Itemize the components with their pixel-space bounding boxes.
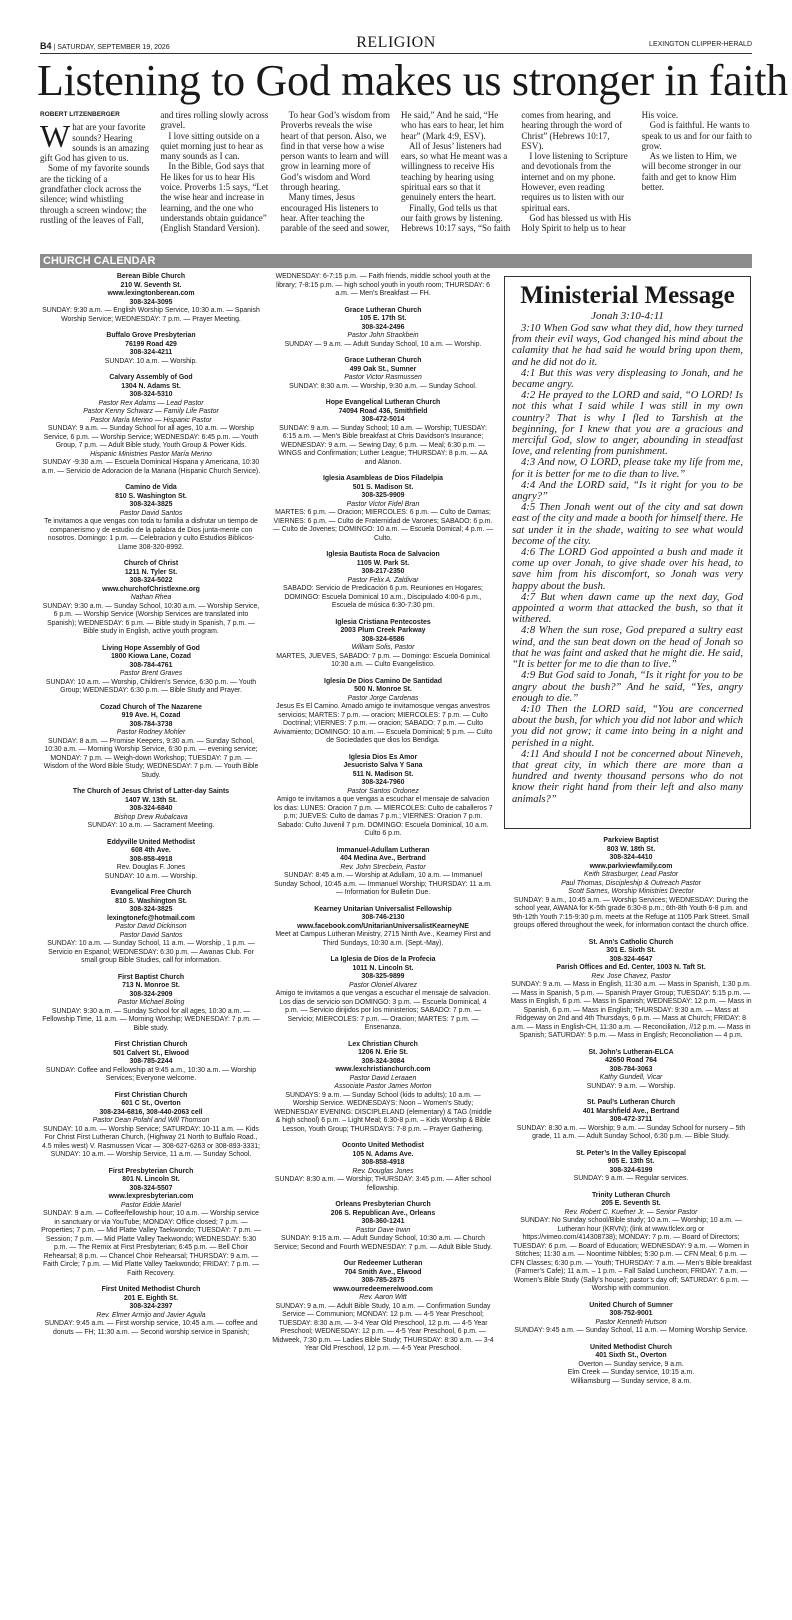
church-listing — [272, 475, 494, 543]
listing-heading-line: 308-324-3084 — [361, 1057, 405, 1065]
listing-heading-line: 401 Marshfield Ave., Bertrand — [582, 1107, 680, 1115]
listing-detail-line: SUNDAY: 8:30 a.m. — Worship; THURSDAY: 3:45 p.m. — After school fellowship. — [274, 1176, 492, 1192]
listing-heading-line: 205 E. Seventh St. — [601, 1200, 661, 1207]
page-number: B4 — [40, 41, 52, 51]
listing-detail-line: Jesus Es El Camino. Amado amigo te invitamosque vengas anvestros servicios; MARTES: 7 p.m. — oracion; MIERCOLES: 7 p.m. — Culto Doctrinal; VIERNES: 7 p.m. — oracion; SABADO: 7 p.m. — Culto Avivamiento; DOMINGO: 10 a.m. — Escuela Dominical; 5 p.m. — Culto de Sociedades que dios los Bendiga. — [273, 703, 493, 744]
listing-heading-line: Immanuel-Adullam Lutheran — [336, 846, 430, 854]
listing-heading-line: 308-858-4918 — [129, 855, 173, 863]
issue-date: SATURDAY, SEPTEMBER 19, 2026 — [57, 44, 170, 51]
listing-heading-line: 308-324-3825 — [129, 906, 173, 913]
church-listing — [510, 1049, 752, 1092]
listing-heading-line: www.lexingtonberean.com — [107, 290, 195, 297]
listing-pastor-line: Pastor Dean Pofahl and Will Thomson — [92, 1117, 210, 1124]
listing-detail-line: SUNDAY — 9 a.m. — Adult Sunday School, 10 a.m. — Worship. — [284, 340, 482, 348]
church-listing — [40, 560, 262, 637]
listing-heading-line: www.lexpresbyterian.com — [108, 1193, 194, 1200]
listing-heading-line: 713 N. Monroe St. — [122, 982, 180, 989]
ministerial-title: Ministerial Message — [520, 282, 735, 309]
listing-heading-line: 404 Medina Ave., Bertrand — [340, 855, 426, 862]
church-listing — [272, 273, 494, 299]
listing-detail-line: MARTES: 6 p.m. — Oracion; MIERCOLES: 6 p.m. — Culto de Damas; VIERNES: 6 p.m. — Culto de Fraternidad de Varones; SABADO: 6 p.m. — Culto de Jovenes; DOMINGO: 10 a.m. — Escuela Domical; 4 p.m. — Culto. — [272, 509, 494, 542]
listing-heading-line: 601 C St., Overton — [121, 1100, 181, 1107]
listing-detail-line: SUNDAY: 9:45 a.m. — Sunday School, 11 a.m. — Morning Worship Service. — [514, 1327, 748, 1334]
listing-detail-line: SUNDAY: 8:30 a.m. — Worship; 9 a.m. — Sunday School for nursery – 5th grade, 11 a.m. — Adult Sunday School, 6:30 p.m. — Bible Study. — [516, 1124, 746, 1140]
article-paragraph: In the Bible, God says that He likes for us to hear His voice. Proverbs 1:5 says, “Let the wise hear and increase in learning, and the one who understands obtain guidance” (English Standard Version). — [160, 161, 269, 234]
listing-pastor-line: Pastor Felix A. Zaldivar — [347, 576, 419, 584]
church-listing — [510, 1192, 752, 1294]
listing-detail-line: SUNDAY: 8:45 a.m. — Worship at Adullam, 10 a.m. — Immanuel Sunday School, 10:45 a.m. — Immanuel Worship; THURSDAY: 11 a.m. — Information for Bulletin Due. — [274, 872, 492, 896]
scripture-verse: 4:11 And should I not be concerned about Nineveh, that great city, in which there are more than a hundred and twenty thousand persons who do not know their right hand from their left and also many animals?” — [512, 748, 743, 805]
listing-heading-line: 1105 W. Park St. — [356, 559, 410, 567]
scripture-verse: 4:5 Then Jonah went out of the city and sat down east of the city and made a booth for himself there. He sat under it in the shade, waiting to see what would become of the city. — [512, 502, 743, 547]
listing-heading-line: 308-324-2397 — [129, 1303, 173, 1310]
listing-heading-line: Iglesia De Dios Camino De Santidad — [324, 677, 442, 685]
listing-heading-line: Berean Bible Church — [116, 273, 186, 280]
listing-pastor-line: Rev. Robert C. Kuefner Jr. — Senior Pastor — [564, 1208, 698, 1216]
listing-heading-line: St. Paul’s Lutheran Church — [586, 1099, 676, 1106]
listing-heading-line: 501 Calvert St., Elwood — [113, 1049, 189, 1057]
listing-heading-line: La Iglesia de Dios de la Profecia — [330, 956, 436, 963]
listing-heading-line: 308-324-2909 — [129, 990, 173, 998]
listing-heading-line: 308-324-3825 — [129, 501, 173, 508]
listing-pastor-line: Pastor John Strackbein — [347, 332, 419, 339]
church-listing — [40, 1092, 262, 1160]
listing-pastor-line: Pastor Victor Fidel Bran — [346, 500, 420, 508]
church-listing — [272, 619, 494, 670]
listing-pastor-line: Rev. Jose Chavez, Pastor — [591, 972, 671, 980]
listing-pastor-line: Rev. Elmer Armijo and Javier Aguila — [96, 1311, 206, 1319]
listing-heading-line: 1407 W. 13th St. — [124, 796, 178, 804]
calendar-column-1 — [40, 273, 262, 1345]
listing-heading-line: Iglesia Dios Es Amor — [348, 753, 418, 761]
listing-detail-line: Elm Creek — Sunday service, 10:15 a.m. — [567, 1369, 695, 1376]
listing-heading-line: 308-324-6586 — [361, 635, 405, 643]
listing-heading-line: 511 N. Madison St. — [352, 770, 414, 778]
church-listing — [510, 1344, 752, 1387]
listing-pastor-line: Nathan Rhea — [130, 594, 172, 601]
church-listing — [272, 357, 494, 391]
listing-pastor-line: Kathy Gundell, Vicar — [599, 1074, 663, 1081]
scripture-verse: 4:3 And now, O LORD, please take my life from me, for it is better for me to die than to live.” — [512, 457, 743, 480]
article-paragraph: I love listening to Scripture and devotionals from the internet and on my phone. However, even reading requires us to listen with our spiritual ears. — [521, 151, 628, 213]
listing-detail-line: SUNDAY: 10 a.m. — Worship, Children’s Service, 6:30 p.m. — Youth Group; WEDNESDAY: 6:30 p.m. — Bible Study and Prayer. — [45, 678, 257, 694]
listing-heading-line: 308-324-5310 — [129, 391, 173, 398]
listing-heading-line: 308-324-5022 — [129, 577, 173, 584]
listing-heading-line: Orleans Presbyterian Church — [335, 1201, 431, 1208]
listing-pastor-line: Pastor María Merino — Hispanic Pastor — [90, 416, 212, 424]
listing-heading-line: 905 E. 13th St. — [607, 1158, 655, 1165]
listing-detail-line: SUNDAY: 10 a.m. — Worship Service; SATURDAY: 10-11 a.m. — Kids For Christ First Lutheran Church, (Highway 21 North to Buffalo Road., 4.5 miles west) V. Rasmussen Vicar — 308-627-6263 or 308-893-3331; SUNDAY: 10 a.m. — Worship Service, 11 a.m. — Sunday School. — [42, 1125, 260, 1158]
byline: ROBERT LITZENBERGER — [40, 111, 120, 118]
listing-heading-line: Buffalo Grove Presbyterian — [106, 332, 196, 339]
listing-heading-line: First Christian Church — [114, 1091, 188, 1099]
listing-pastor-line: Pastor Santos Ordonez — [347, 787, 419, 795]
church-listing — [510, 939, 752, 1041]
drop-cap: W — [40, 118, 71, 155]
scripture-verse: 4:9 But God said to Jonah, “Is it right for you to be angry about the bush?” And he said, “Yes, angry enough to die.” — [512, 670, 743, 704]
listing-heading-line: 206 S. Republican Ave., Orleans — [330, 1209, 436, 1217]
scripture-verse: 4:4 And the LORD said, “Is it right for you to be angry?” — [512, 479, 743, 503]
listing-heading-line: 308-784-4761 — [129, 661, 173, 669]
article-paragraph: God is faithful. He wants to speak to us and for our faith to grow. — [641, 120, 752, 151]
listing-heading-line: Calvary Assembly of God — [109, 374, 193, 381]
listing-heading-line: 308-324-6840 — [129, 805, 173, 812]
headline: Listening to God makes us stronger in faith — [37, 56, 788, 105]
listing-heading-line: 210 W. Seventh St. — [120, 281, 182, 289]
listing-heading-line: Grace Lutheran Church — [344, 306, 422, 314]
scripture-verse: 4:7 But when dawn came up the next day, God appointed a worm that attacked the bush, so that it withered. — [512, 591, 743, 626]
listing-heading-line: Iglesia Bautista Roca de Salvacion — [326, 551, 440, 558]
church-calendar-banner: CHURCH CALENDAR — [40, 254, 752, 268]
church-listing — [40, 889, 262, 966]
listing-heading-line: 308-324-3095 — [129, 298, 173, 306]
listing-pastor-line: Hispanic Ministries Pastor María Merino — [90, 450, 212, 458]
listing-heading-line: 1800 Kiowa Lane, Cozad — [110, 653, 192, 660]
church-listing — [272, 1041, 494, 1135]
listing-heading-line: 308-324-4647 — [609, 955, 653, 963]
listing-heading-line: 2003 Plum Creek Parkway — [340, 627, 426, 634]
listing-heading-line: 801 N. Lincoln St. — [122, 1176, 180, 1183]
church-listing — [510, 1099, 752, 1142]
listing-heading-line: Kearney Unitarian Universalist Fellowship — [314, 905, 452, 913]
listing-detail-line: SUNDAY: 10 a.m. — Sunday School, 11 a.m. — Worship , 1 p.m. — Servicio en Espanol; WEDNESDAY: 6:30 p.m. — Awanas Club. For small group Bible Studies, call for information. — [47, 940, 255, 964]
newspaper-name: LEXINGTON CLIPPER-HERALD — [649, 41, 752, 48]
paragraph-text: hat are your favorite sounds? Hearing sounds is an amazing gift God has given to us. — [40, 122, 149, 164]
listing-heading-line: 301 E. Sixth St. — [606, 947, 656, 954]
church-listing — [272, 1142, 494, 1193]
listing-pastor-line: Associate Pastor James Morton — [334, 1083, 432, 1090]
scripture-verse: 3:10 When God saw what they did, how they turned from their evil ways, God changed his mind about the calamity that he had said he would bring upon them, and he did not do it. — [512, 323, 743, 368]
listing-heading-line: Parkview Baptist — [603, 837, 659, 844]
listing-heading-line: Church of Christ — [123, 560, 179, 567]
listing-pastor-line: Pastor Kenny Schwarz — Family Life Pastor — [83, 408, 219, 415]
listing-heading-line: 608 4th Ave. — [131, 847, 171, 854]
listing-detail-line: WEDNESDAY: 6-7:15 p.m. — Faith friends, middle school youth at the library; 7-8:15 p.m. — high school youth in youth room; THURSDAY: 6 a.m. — Men’s Breakfast — FH. — [275, 273, 491, 297]
listing-pastor-line: Rev. John Strecbein, Pastor — [340, 863, 426, 871]
listing-heading-line: Parish Offices and Ed. Center, 1003 N. Taft St. — [556, 964, 706, 971]
article-paragraph: As we listen to Him, we will become stronger in our faith and get to know Him better. — [641, 151, 742, 193]
listing-heading-line: Lex Christian Church — [348, 1040, 418, 1048]
listing-heading-line: 308-784-3738 — [129, 720, 173, 728]
listing-heading-line: 401 Sixth St., Overton — [595, 1352, 667, 1359]
listing-heading-line: Camino de Vida — [125, 484, 177, 491]
church-listing — [272, 1201, 494, 1252]
listing-heading-line: 308-785-2875 — [361, 1277, 405, 1284]
listing-pastor-line: Keith Strasburger, Lead Pastor — [583, 871, 679, 878]
listing-heading-line: United Church of Sumner — [589, 1301, 673, 1309]
listing-detail-line: SABADO: Servicio de Predicación 6 p.m. Reuniones en Hogares; DOMINGO: Escuela Dominical 10 a.m., Discipulado 4:00-6 p.m., Escuela de música 6:30-7:30 pm. — [283, 585, 483, 609]
listing-pastor-line: Paul Thomas, Discipleship & Outreach Pastor — [561, 879, 701, 887]
listing-detail-line: Williamsburg — Sunday service, 8 a.m. — [570, 1377, 692, 1385]
listing-detail-line: SUNDAY: 9 a.m. — Sunday School; 10 a.m. — Worship; TUESDAY: 6:15 a.m. — Men’s Bible breakfast at Chris Davidson’s Insurance; WEDNESDAY: 9 a.m. — Sewing Day; 6 p.m. — Meal; 6:30 p.m. — WINGS and Confirmation; Luther League; THURSDAY: 8 p.m. — AA and Alanon. — [278, 424, 488, 466]
listing-detail-line: SUNDAY: 9 a.m. — Worship. — [586, 1082, 676, 1090]
listing-heading-line: 308-325-9899 — [361, 973, 405, 980]
listing-pastor-line: Bishop Drew Rubalcava — [114, 813, 188, 821]
listing-heading-line: 201 E. Eighth St. — [124, 1294, 178, 1302]
listing-pastor-line: Pastor Dave Irwin — [355, 1226, 411, 1234]
listing-detail-line: Te invitamos a que vengas con toda tu familia a disfrutar un tiempo de companerismo y de estudio de la palabra de Dios junta-mente con nosotros. Domingo: 1 p.m. — Celebracion y culto Estudios Biblicos-Llame 308-320-8992. — [44, 518, 258, 551]
listing-detail-line: SUNDAY: 9:30 a.m. — Sunday School for all ages, 10:30 a.m. — Fellowship Time, 11 a.m. — Morning Worship; WEDNESDAY: 7 p.m. — Bible study. — [42, 1007, 260, 1032]
listing-heading-line: First Presbyterian Church — [108, 1167, 194, 1175]
church-listing — [40, 839, 262, 882]
listing-heading-line: 308-324-4211 — [129, 349, 173, 356]
listing-detail-line: SUNDAY: 10 a.m. — Sacrament Meeting. — [87, 822, 215, 829]
section-name: RELIGION — [356, 34, 436, 51]
listing-detail-line: SUNDAY: No Sunday school/Bible study; 10 a.m. — Worship; 10 a.m. — Lutheran hour (KRVN); (link at www.tlclex.org or https://vimeo.com/414308738); MONDAY: 7 p.m. — Board of Directors; TUESDAY: 6 p.m. — Board of Education; WEDNESDAY: 9 a.m. — Women in Stitches; 11:30 a.m. — Noontime Nibbles; 5:30 p.m. — CFN Meal; 6 p.m. — CFN Classes; 6:30 p.m. — Youth; THURSDAY: 7 a.m. — Men’s Bible breakfast (Farmer’s Cafe); 11 a.m. – 1 p.m. – Fall Salad Luncheon; FRIDAY: 7 a.m. — Women’s Bible Study (Sally’s house); pastor’s day off; SATURDAY: 6 p.m. — Worship with communion. — [510, 1217, 752, 1292]
article-body — [40, 110, 752, 255]
listing-pastor-line: Pastor David Leraaen — [349, 1074, 417, 1082]
listing-pastor-line: Pastor David Dickinson — [115, 923, 187, 930]
listing-heading-line: 803 W. 18th St. — [606, 845, 656, 853]
article-paragraph: All of Jesus’ listeners had ears, so what He meant was a willingness to receive His teaching by hearing using spiritual ears so that it genuinely enters the heart. — [400, 140, 508, 203]
church-listing — [272, 956, 494, 1033]
listing-heading-line: 308-325-9909 — [361, 492, 405, 499]
listing-heading-line: Iglesia Cristiana Pentecostes — [335, 618, 431, 626]
listing-detail-line: SUNDAY: 9 a.m. — Mass in English, 11:30 a.m. — Mass in Spanish, 1:30 p.m. — Mass in Spanish, 5 p.m. — Spanish Prayer Group; TUESDAY: 5:15 p.m. — Mass in English, 6 p.m. — Mass in Spanish; WEDNESDAY: 12 p.m. — Mass in Spanish, 6 p.m. — Mass in English; THURSDAY: 9:30 a.m. — Mass at Ridgeway on 2nd and 4th Thursdays, 6 p.m. — Mass at Church; FRIDAY: 8 a.m. — Mass in English-CH, 11:30 a.m. — Reconciliation, //12 p.m. — Mass in Spanish; SATURDAY: 5 p.m. — Mass in English; Reconciliation — 4 p.m. — [510, 981, 752, 1039]
church-listing — [40, 974, 262, 1034]
church-listing — [40, 484, 262, 552]
listing-heading-line: 501 S. Madison St. — [352, 483, 414, 491]
page-header — [40, 34, 752, 52]
listing-detail-line: SUNDAY: Coffee and Fellowship at 9:45 a.m., 10:30 a.m. — Worship Services; Everyone welcome. — [45, 1066, 257, 1082]
church-listing — [40, 645, 262, 696]
church-listing — [510, 1150, 752, 1184]
folio-separator: | — [53, 44, 56, 51]
listing-heading-line: 308-752-9001 — [609, 1310, 653, 1317]
ministerial-message-box — [504, 276, 751, 829]
scripture-reference: Jonah 3:10-4:11 — [591, 310, 664, 322]
listing-heading-line: 308-324-7960 — [361, 779, 405, 786]
listing-heading-line: St. John’s Lutheran-ELCA — [588, 1048, 674, 1056]
listing-heading-line: 500 N. Monroe St. — [354, 686, 412, 693]
scripture-verse: 4:8 When the sun rose, God prepared a sultry east wind, and the sun beat down on the head of Jonah so that he was faint and asked that he might die. He said, “It is better for me to die than to live.” — [512, 625, 743, 671]
listing-heading-line: First United Methodist Church — [101, 1286, 201, 1293]
listing-detail-line: SUNDAY: 9 a.m., 10:45 a.m. — Worship Services; WEDNESDAY: During the school year, AWANA for K-5th grade 6:30-8 p.m.; 6th-8th Youth 6-8 p.m. and 9th-12th Youth 7:15-9:30 p.m. meets at the Refuge at 1105 Park Street. Small groups offered throughout the week, for information contact the church office. — [512, 896, 750, 929]
scripture-verse: 4:10 Then the LORD said, “You are concerned about the bush, for which you did not labor and which you did not grow; it came into being in a night and perished in a night. — [512, 703, 743, 749]
listing-heading-line: Trinity Lutheran Church — [591, 1191, 671, 1199]
listing-heading-line: 308-324-5507 — [129, 1184, 173, 1192]
listing-heading-line: St. Ann’s Catholic Church — [588, 938, 674, 946]
listing-pastor-line: Rev. Aaron Witt — [359, 1294, 407, 1301]
listing-pastor-line: Pastor Jorge Cardenas — [347, 694, 419, 702]
listing-detail-line: SUNDAY: 9:15 a.m. — Adult Sunday School, 10:30 a.m. — Church Service; Second and Fourth WEDNESDAY: 7 p.m. — Adult Bible Study. — [273, 1235, 493, 1251]
listing-detail-line: Meet at Campus Lutheran Ministry, 2715 Ninth Ave., Kearney First and Third Sundays, 10:30 a.m. (Sept.-May). — [275, 931, 491, 947]
church-listing — [272, 678, 494, 746]
scripture-verse: 4:2 He prayed to the LORD and said, “O LORD! Is not this what I said while I was still in my own country? That is why I fled to Tarshish at the beginning, for I knew that you are a gracious and merciful God, slow to anger, abounding in steadfast love, and relenting from punishment. — [512, 390, 743, 458]
listing-heading-line: The Church of Jesus Christ of Latter-day Saints — [72, 788, 230, 795]
listing-heading-line: Evangelical Free Church — [110, 889, 192, 896]
article-paragraph — [40, 118, 150, 164]
listing-heading-line: 105 N. Adams Ave. — [352, 1150, 414, 1158]
church-listing — [272, 906, 494, 949]
listing-detail-line: SUNDAY: 8 a.m. — Promise Keepers, 9:30 a.m. — Sunday School, 10:30 a.m. — Morning Worship Service, 6:30 p.m. — evening service; MONDAY: 7 p.m. — Weigh-down Workshop; TUESDAY: 7 p.m. — Wisdom of the Word Bible Study; WEDNESDAY: 7 p.m. — Youth Bible Study. — [43, 737, 259, 779]
listing-heading-line: www.churchofChristlexne.org — [102, 585, 200, 593]
article-paragraph: Many times, Jesus encouraged His listeners to hear. After teaching the parable of the seed and sower, He said,” And he said, “He who has ears to hear, let him hear” (Mark 4:9, ESV). — [280, 110, 504, 234]
listing-heading-line: Cozad Church of The Nazarene — [100, 703, 202, 711]
church-listing — [40, 1286, 262, 1337]
church-listing — [40, 273, 262, 324]
listing-pastor-line: Pastor Rex Adams — Lead Pastor — [98, 399, 204, 407]
calendar-column-3 — [510, 837, 752, 1394]
listing-heading-line: Iglesia Asambleas de Dios Filadelpia — [323, 475, 443, 482]
listing-heading-line: 919 Ave. H, Cozad — [121, 712, 181, 719]
listing-pastor-line: Pastor Eddie Mariel — [120, 1201, 182, 1209]
listing-heading-line: 1304 N. Adams St. — [121, 382, 181, 390]
listing-heading-line: lexingtonefc@hotmail.com — [107, 914, 195, 922]
listing-heading-line: 308-746-2130 — [361, 914, 405, 921]
listing-heading-line: Oconto United Methodist — [342, 1142, 424, 1149]
listing-pastor-line: Pastor Brent Graves — [119, 670, 183, 677]
listing-heading-line: Our Redeemer Lutheran — [343, 1260, 423, 1267]
listing-detail-line: SUNDAY: 9 a.m. — Adult Bible Study, 10 a.m. — Confirmation Sunday Service — Communion; MONDAY: 12 p.m. — 4-5 Year Preschool; TUESDAY: 8:30 a.m. — 3-4 Year Old Preschool, 12 p.m. — 4-5 Year Preschool; WEDNESDAY: 12 p.m. — 4-5 Year Preschool, 6 p.m. — Midweek, 7:30 p.m. — Ladies Bible Study; THURSDAY: 8:30 a.m. — 3-4 Year Old Preschool, 12 p.m. — 4-5 Year Preschool. — [272, 1302, 494, 1352]
listing-heading-line: 810 S. Washington St. — [115, 492, 187, 500]
listing-detail-line: SUNDAY: 10 a.m. — Worship. — [104, 357, 198, 365]
listing-heading-line: 308-472-3711 — [609, 1116, 653, 1123]
listing-heading-line: 105 E. 17th St. — [359, 315, 407, 322]
listing-detail-line: SUNDAY: 9:45 a.m. — First worship service, 10:45 a.m. — coffee and donuts — FH; 11:30 a.m. — Second worship service in Spanish; — [44, 1320, 258, 1336]
listing-detail-line: MARTES, JUEVES, SABADO: 7 p.m. — Domingo: Escuela Dominical 10:30 a.m. — Culto Evangelistico. — [276, 652, 490, 668]
listing-detail-line: SUNDAY: 8:30 a.m. — Worship, 9:30 a.m. — Sunday School. — [289, 382, 477, 390]
listing-detail-line: SUNDAY -9:30 a.m. — Escuela Dominical Hispana y Americana, 10:30 a.m. — Servicio de Adoracion de la Manana (Hispanic Church Service). — [41, 459, 261, 475]
listing-detail-line: SUNDAY: 9 a.m. — Sunday School for all ages, 10 a.m. — Worship Service, 6 p.m. — Worship Service; WEDNESDAY: 6:45 p.m. — Youth Group, 7 p.m. — Adult Bible study, Youth Group & Power Kids. — [43, 425, 259, 449]
listing-detail-line: SUNDAY: 9:30 a.m. — Sunday School, 10:30 a.m. — Worship Service, 6 p.m. — Worship Service (Worship Services are translated into Spanish); WEDNESDAY: 6 p.m. — Bible study in Spanish, 7 p.m. — Bible study in English, active youth program. — [42, 602, 260, 635]
listing-pastor-line: Pastor David Santos — [119, 509, 183, 517]
article-paragraph: I love sitting outside on a quiet morning just to hear as many sounds as I can. — [160, 130, 264, 162]
church-listing — [40, 1041, 262, 1084]
church-listing — [40, 332, 262, 366]
listing-pastor-line: Rev. Douglas Jones — [352, 1167, 414, 1175]
church-listing — [272, 847, 494, 898]
listing-heading-line: 308-472-5014 — [361, 416, 405, 423]
church-listing — [40, 704, 262, 781]
listing-detail-line: SUNDAYS: 9 a.m. — Sunday School (kids to adults); 10 a.m. — Worship Service. WEDNESDAYS: Noon – Women’s Study; WEDNESDAY EVENING: DISCIPLELAND (elementary) & TAG (middle & high school) 6 p.m. – Light Meal; 6:30-8 p.m. – Kids Worship & Bible Lesson, Youth Group; THURSDAYS: 7-8 p.m. – Prayer Gathering. — [274, 1091, 492, 1133]
listing-heading-line: 308-324-2496 — [361, 323, 405, 331]
listing-heading-line: 1211 N. Tyler St. — [124, 568, 178, 576]
listing-pastor-line: Pastor Victor Rasmussen — [344, 374, 422, 381]
listing-heading-line: United Methodist Church — [590, 1343, 672, 1351]
listing-heading-line: 308-360-1241 — [361, 1218, 405, 1225]
article-paragraph: To hear God’s wisdom from Proverbs reveals the wise heart of that person. Also, we find in that verse how a wise person wants to learn and will grow in learning more of God’s wisdom and Word through hearing. — [280, 110, 391, 193]
listing-heading-line: Living Hope Assembly of God — [102, 644, 200, 652]
listing-heading-line: 76199 Road 429 — [125, 340, 177, 348]
article-paragraph: God has blessed us with His Holy Spirit to help us to hear His voice. — [521, 110, 679, 234]
church-listing — [40, 788, 262, 831]
listing-pastor-line: Pastor Rodney Mohler — [116, 729, 186, 736]
listing-heading-line: 42650 Road 764 — [605, 1057, 657, 1064]
listing-heading-line: Eddyville United Methodist — [106, 838, 196, 846]
church-listing — [272, 399, 494, 467]
church-listing — [272, 1260, 494, 1354]
church-listing — [510, 837, 752, 931]
listing-heading-line: 704 Smith Ave., Elwood — [344, 1268, 422, 1276]
listing-pastor-line: Pastor David Santos — [119, 931, 183, 939]
listing-heading-line: 308-858-4918 — [361, 1159, 405, 1166]
listing-heading-line: Jesucristo Salva Y Sana — [343, 762, 423, 769]
listing-detail-line: Amigo te invitamos a que vengas a escuchar el mensaje de salvacion los dias: LUNES: Oracion 7 p.m. — MIERCOLES: Culto de caballeros 7 p.m; JUEVES: Culto de damas 7 p.m.; VIERNES: Oracion 7 p.m. Sabado: Culto Juvenil 7 p.m. DOMINGO: Escuela Dominical, 10 a.m. Culto 6 p.m. — [273, 796, 493, 837]
listing-pastor-line: William Solis, Pastor — [351, 644, 415, 651]
listing-heading-line: 308-324-6199 — [609, 1166, 653, 1174]
listing-heading-line: 1206 N. Erie St. — [358, 1049, 408, 1056]
listing-heading-line: 810 S. Washington St. — [115, 897, 187, 905]
listing-pastor-line: Pastor Michael Boling — [117, 999, 185, 1006]
church-listing — [510, 1302, 752, 1336]
church-listing — [272, 754, 494, 839]
listing-detail-line: Rev. Douglas F. Jones — [116, 864, 186, 871]
listing-heading-line: www.ourredeemerelwood.com — [333, 1285, 433, 1293]
listing-heading-line: 1011 N. Lincoln St. — [352, 964, 414, 972]
calendar-column-2 — [272, 273, 494, 1362]
church-listing — [40, 1168, 262, 1279]
listing-heading-line: 308-217-2350 — [361, 568, 405, 575]
church-listing — [272, 307, 494, 350]
listing-heading-line: Hope Evangelical Lutheran Church — [325, 399, 441, 406]
scripture-verse: 4:1 But this was very displeasing to Jonah, and he became angry. — [512, 367, 743, 391]
listing-heading-line: 499 Oak St., Sumner — [349, 365, 417, 373]
scripture-verses — [512, 323, 743, 805]
listing-heading-line: 308-784-3063 — [609, 1065, 653, 1073]
listing-detail-line: SUNDAY: 9 a.m. — Regular services. — [573, 1175, 689, 1182]
listing-heading-line: Grace Lutheran Church — [344, 357, 422, 364]
listing-heading-line: www.parkviewfamily.com — [589, 862, 673, 870]
church-listing — [272, 551, 494, 611]
listing-heading-line: First Christian Church — [114, 1041, 188, 1048]
listing-detail-line: Amigo te invitamos a que vengas a escuchar el mensaje de salvacion. Los dias de servicio son DOMINGO: 3 p.m. — Escuela Dominical, 4 p.m. — Servicio dirijidos por los ministerios; SABADO: 7 p.m. — Servicio; MIERCOLES: 7 p.m. — Oracion; MARTES: 7 p.m. — Ensenanza. — [275, 990, 491, 1031]
listing-heading-line: 308-785-2244 — [129, 1058, 173, 1065]
listing-detail-line: Overton — Sunday service, 9 a.m. — [578, 1360, 684, 1368]
church-listing — [40, 374, 262, 476]
listing-pastor-line: Pastor Oloniel Alvarez — [349, 981, 417, 989]
listing-heading-line: St. Peter’s In the Valley Episcopal — [576, 1149, 686, 1157]
article-paragraph: Some of my favorite sounds are the ticking of a grandfather clock across the silence; wind whistling through a screen window; the rustling of the leaves of Fall, and tires rolling slowly across gravel. — [40, 110, 269, 225]
listing-heading-line: 308-324-4410 — [609, 854, 653, 861]
article-paragraph: Finally, God tells us that our faith grows by listening. Hebrews 10:17 says, “So faith comes from hearing, and hearing through the word of Christ” (Hebrews 10:17, ESV). — [400, 110, 623, 234]
listing-pastor-line: Scott Sarnes, Worship Ministries Director — [568, 888, 694, 895]
listing-pastor-line: Pastor Kenneth Hutson — [595, 1318, 667, 1326]
listing-heading-line: 74094 Road 436, Smithfield — [338, 407, 428, 415]
listing-heading-line: www.lexchristianchurch.com — [335, 1066, 431, 1073]
listing-heading-line: First Baptist Church — [117, 973, 185, 981]
listing-detail-line: SUNDAY: 9:30 a.m. — English Worship Service, 10:30 a.m. — Spanish Worship Service; WEDNESDAY: 7 p.m. — Prayer Meeting. — [42, 307, 260, 323]
listing-heading-line: www.facebook.com/UnitarianUniversalistKearneyNE — [297, 922, 469, 930]
listing-heading-line: 308-234-6816, 308-440-2063 cell — [99, 1108, 203, 1116]
listing-detail-line: SUNDAY: 10 a.m. — Worship. — [104, 872, 198, 880]
scripture-verse: 4:6 The LORD God appointed a bush and made it come up over Jonah, to give shade over his head, to save him from his discomfort, so Jonah was very happy about the bush. — [512, 547, 743, 592]
listing-detail-line: SUNDAY: 9 a.m. — Coffee/fellowship hour; 10 a.m. — Worship service in sanctuary or via YouTube; MONDAY: Office closed; 7 p.m. — Properties; 7 p.m. — Mid Platte Valley Taekwondo; TUESDAY: 7 p.m. — Session; 7 p.m. — Mid Platte Valley Taekwondo; WEDNESDAY: 5:30 p.m. — The Remix at First Presbyterian; 6:45 p.m. — Bell Choir Rehearsal; 8 p.m. — Chancel Choir Rehearsal; THURSDAY: 9 a.m. — Faith Circle; 7 p.m. — Mid Platte Valley Taekwondo; FRIDAY: 7 p.m. — Faith Recovery. — [41, 1210, 261, 1277]
